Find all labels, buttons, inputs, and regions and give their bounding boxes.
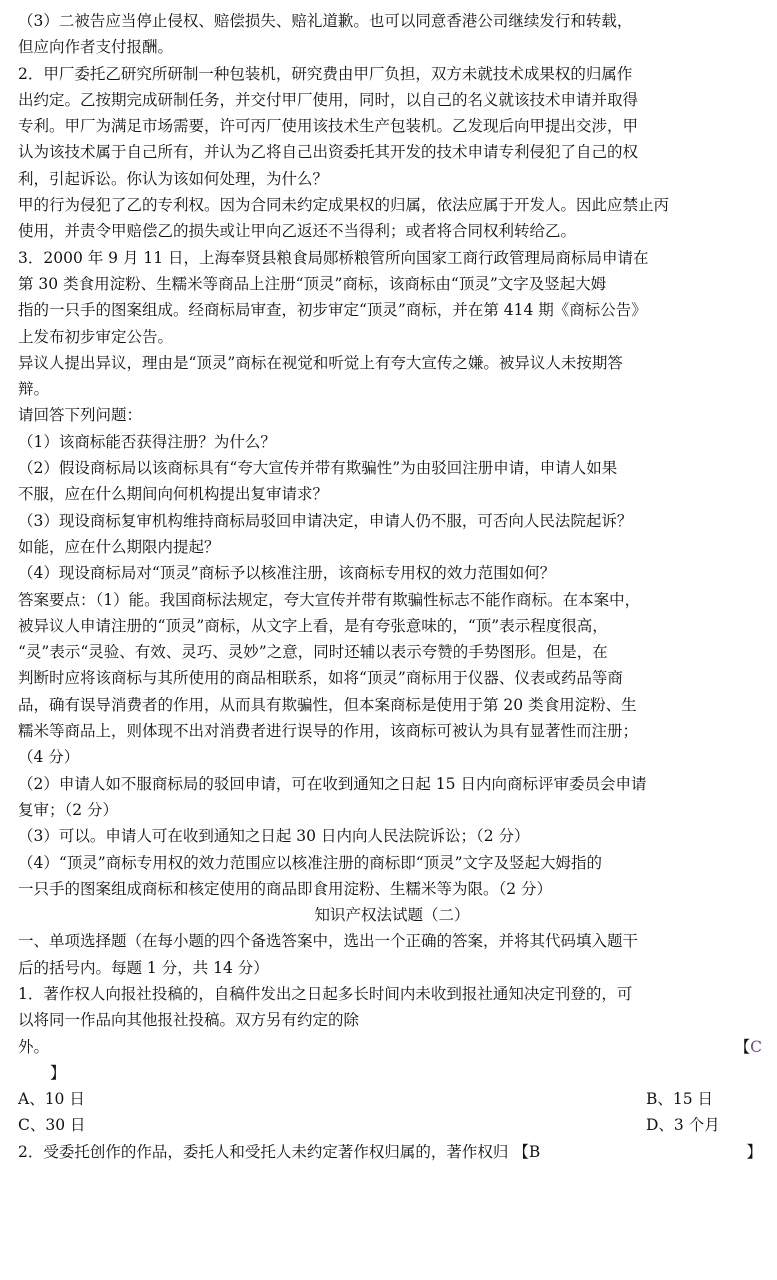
question-1-options-row-1 <box>18 1086 766 1112</box>
text-line: （3）现设商标复审机构维持商标局驳回申请决定，申请人仍不服，可否向人民法院起诉？ <box>18 511 633 530</box>
question-2-answer: B <box>528 1142 541 1161</box>
text-line: 上发布初步审定公告。 <box>18 327 174 346</box>
text-line: 指的一只手的图案组成。经商标局审查，初步审定“顶灵”商标，并在第 414 期《商标公告》 <box>18 301 647 320</box>
text-line: 品，确有误导消费者的作用，从而具有欺骗性，但本案商标是使用于第 20 类食用淀粉、生 <box>18 695 637 714</box>
question-1-answer-bracket <box>735 1034 762 1060</box>
option-c: C、30 日 <box>18 1116 86 1135</box>
instructions-line-2: 后的括号内。每题 1 分，共 14 分） <box>18 958 269 977</box>
text-line: 2．甲厂委托乙研究所研制一种包装机，研究费由甲厂负担，双方未就技术成果权的归属作 <box>18 64 633 83</box>
section-title: 知识产权法试题（二） <box>314 906 470 925</box>
text-line: 请回答下列问题： <box>18 406 143 425</box>
text-line: 一只手的图案组成商标和核定使用的商品即食用淀粉、生糯米等为限。（2 分） <box>18 879 553 898</box>
text-line: 第 30 类食用淀粉、生糯米等商品上注册“顶灵”商标，该商标由“顶灵”文字及竖起大姆 <box>18 274 607 293</box>
text-line: （3）二被告应当停止侵权、赔偿损失、赔礼道歉。也可以同意香港公司继续发行和转载， <box>18 12 633 30</box>
question-2-line <box>18 1139 766 1165</box>
text-line: （4）现设商标局对“顶灵”商标予以核准注册，该商标专用权的效力范围如何？ <box>18 564 556 583</box>
text-line: “灵”表示“灵验、有效、灵巧、灵妙”之意，同时还辅以表示夸赞的手势图形。但是，在 <box>18 643 608 662</box>
text-line: （2）申请人如不服商标局的驳回申请，可在收到通知之日起 15 日内向商标评审委员会申请 <box>18 774 647 793</box>
text-line: 辩。 <box>18 380 50 399</box>
text-line: （4 分） <box>18 748 80 767</box>
question-1-options-row-2 <box>18 1112 766 1138</box>
question-1-bracket-close: 】 <box>50 1063 66 1082</box>
text-line: 判断时应将该商标与其所使用的商品相联系，如将“顶灵”商标用于仪器、仪表或药品等商 <box>18 669 623 688</box>
question-1-tail <box>18 1034 766 1060</box>
text-line: 专利。甲厂为满足市场需要，许可丙厂使用该技术生产包装机。乙发现后向甲提出交涉，甲 <box>18 117 639 136</box>
bracket-open: 【 <box>734 1037 751 1056</box>
text-line: 3．2000 年 9 月 11 日，上海奉贤县粮食局郧桥粮管所向国家工商行政管理局商标局申请在 <box>18 248 649 267</box>
instructions-line-1: 一、单项选择题（在每小题的四个备选答案中，选出一个正确的答案，并将其代码填入题干 <box>18 932 639 951</box>
question-1-tail-text: 外。 <box>18 1037 50 1056</box>
text-line: （2）假设商标局以该商标具有“夸大宣传并带有欺骗性”为由驳回注册申请，申请人如果 <box>18 459 618 478</box>
question-2-bracket-open: 【 <box>513 1142 529 1161</box>
text-line: （1）该商标能否获得注册？为什么？ <box>18 432 276 451</box>
text-line: 被异议人申请注册的“顶灵”商标，从文字上看，是有夸张意味的，“顶”表示程度很高， <box>18 616 608 635</box>
text-line: （3）可以。申请人可在收到通知之日起 30 日内向人民法院诉讼；（2 分） <box>18 827 530 846</box>
text-line: 答案要点：（1）能。我国商标法规定，夸大宣传并带有欺骗性标志不能作商标。在本案中， <box>18 590 641 609</box>
text-line: 甲的行为侵犯了乙的专利权。因为合同未约定成果权的归属，依法应属于开发人。因此应禁止丙 <box>18 196 670 215</box>
text-line: 但应向作者支付报酬。 <box>18 38 174 57</box>
text-line: 不服，应在什么期间向何机构提出复审请求？ <box>18 485 329 504</box>
document-page <box>18 8 766 1165</box>
text-line: 如能，应在什么期限内提起？ <box>18 537 220 556</box>
text-line: 异议人提出异议，理由是“顶灵”商标在视觉和听觉上有夸大宣传之嫌。被异议人未按期答 <box>18 353 623 372</box>
question-1-line-1: 1．著作权人向报社投稿的，自稿件发出之日起多长时间内未收到报社通知决定刊登的，可 <box>18 984 633 1003</box>
text-line: 糯米等商品上，则体现不出对消费者进行误导的作用，该商标可被认为具有显著性而注册； <box>18 722 639 741</box>
answer-text-block <box>18 8 766 902</box>
text-line: 认为该技术属于自己所有，并认为乙将自己出资委托其开发的技术申请专利侵犯了自己的权 <box>18 143 639 162</box>
question-1-answer: C <box>750 1037 762 1056</box>
question-1-line-2: 以将同一作品向其他报社投稿。双方另有约定的除 <box>18 1011 360 1030</box>
text-line: 出约定。乙按期完成研制任务，并交付甲厂使用，同时，以自己的名义就该技术申请并取得 <box>18 90 639 109</box>
option-a: A、10 日 <box>18 1090 85 1109</box>
text-line: 利，引起诉讼。你认为该如何处理，为什么？ <box>18 169 329 188</box>
question-2-bracket-close: 】 <box>746 1142 762 1161</box>
question-2-text: 2．受委托创作的作品，委托人和受托人未约定著作权归属的，著作权归 <box>18 1142 509 1161</box>
option-b: B、15 日 <box>646 1090 714 1109</box>
text-line: 复审；（2 分） <box>18 800 119 819</box>
text-line: （4）“顶灵”商标专用权的效力范围应以核准注册的商标即“顶灵”文字及竖起大姆指的 <box>18 853 603 872</box>
option-d: D、3 个月 <box>646 1116 720 1135</box>
text-line: 使用，并责令甲赔偿乙的损失或让甲向乙返还不当得利；或者将合同权利转给乙。 <box>18 222 577 241</box>
